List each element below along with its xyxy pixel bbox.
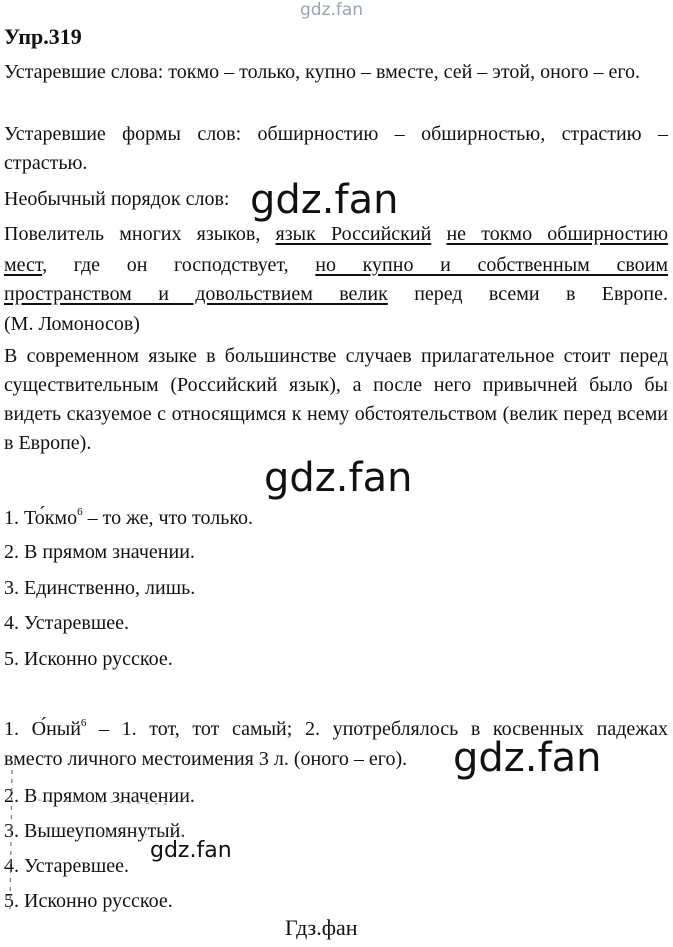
ony-item-2: 2. В прямом значении. bbox=[4, 785, 195, 807]
quote-text: перед всеми в Европе. bbox=[387, 283, 668, 305]
tokmo-item-3: 3. Единственно, лишь. bbox=[4, 577, 196, 599]
quote-underlined-subject: язык Российский bbox=[275, 223, 432, 245]
obsolete-forms-paragraph: Устаревшие формы слов: обширностию – обширностью, страстию – страстью. bbox=[4, 123, 668, 174]
tokmo-item-5: 5. Исконно русское. bbox=[4, 648, 173, 670]
word-order-heading: Необычный порядок слов: bbox=[4, 188, 230, 210]
quote-author: (М. Ломоносов) bbox=[4, 313, 140, 335]
footnote-mark: 6 bbox=[77, 506, 83, 518]
tokmo-word: 1. То́кмо bbox=[4, 507, 78, 529]
quote-line-1 bbox=[4, 220, 668, 249]
tokmo-item-1 bbox=[4, 504, 253, 533]
tokmo-definition: – то же, что только. bbox=[82, 507, 254, 529]
quote-underlined-phrase: но купно и собственным своим bbox=[315, 254, 668, 276]
tokmo-item-4: 4. Устаревшее. bbox=[4, 612, 129, 634]
watermark-large-1: gdz.fan bbox=[250, 177, 399, 223]
ony-item-5: 5. Исконно русское. bbox=[4, 890, 173, 912]
explanation-paragraph: В современном языке в большинстве случаев прилагательное стоит перед существительным (Российский язык), а после него привычней было бы видеть сказуемое с относящимся к нему обстоятельством (велик перед всеми в Европе). bbox=[4, 345, 668, 454]
exercise-title: Упр.319 bbox=[4, 24, 82, 49]
watermark-large-3: gdz.fan bbox=[453, 735, 602, 781]
tokmo-item-2: 2. В прямом значении. bbox=[4, 541, 195, 563]
quote-text: , где он господствует, bbox=[42, 254, 316, 276]
quote-line-2 bbox=[4, 251, 668, 280]
quote-underlined-phrase: пространством и довольствием велик bbox=[4, 283, 388, 305]
watermark-large-2: gdz.fan bbox=[264, 455, 413, 501]
quote-line-3 bbox=[4, 280, 668, 309]
quote-underlined-phrase: не токмо обширностию bbox=[446, 223, 669, 245]
footnote-mark: 6 bbox=[80, 717, 87, 729]
obsolete-words-paragraph: Устаревшие слова: токмо – только, купно – вместе, сей – этой, оного – его. bbox=[4, 61, 641, 83]
footer-watermark: Гдз.фан bbox=[285, 915, 358, 940]
watermark-small: gdz.fan bbox=[150, 838, 232, 863]
quote-text: Повелитель многих языков, bbox=[4, 223, 276, 245]
ony-item-4: 4. Устаревшее. bbox=[4, 855, 129, 877]
quote-underlined-word: мест bbox=[4, 254, 43, 276]
ony-item-1-continued: вместо личного местоимения 3 л. (оного – его). bbox=[4, 748, 408, 770]
ony-definition: – 1. тот, тот самый; 2. употреблялось в косвенных падежах bbox=[86, 718, 668, 740]
watermark-top: gdz.fan bbox=[300, 0, 364, 20]
ony-word: 1. О́ный bbox=[4, 718, 81, 740]
ony-item-3: 3. Вышеупомянутый. bbox=[4, 820, 186, 842]
quote-space bbox=[431, 223, 446, 245]
